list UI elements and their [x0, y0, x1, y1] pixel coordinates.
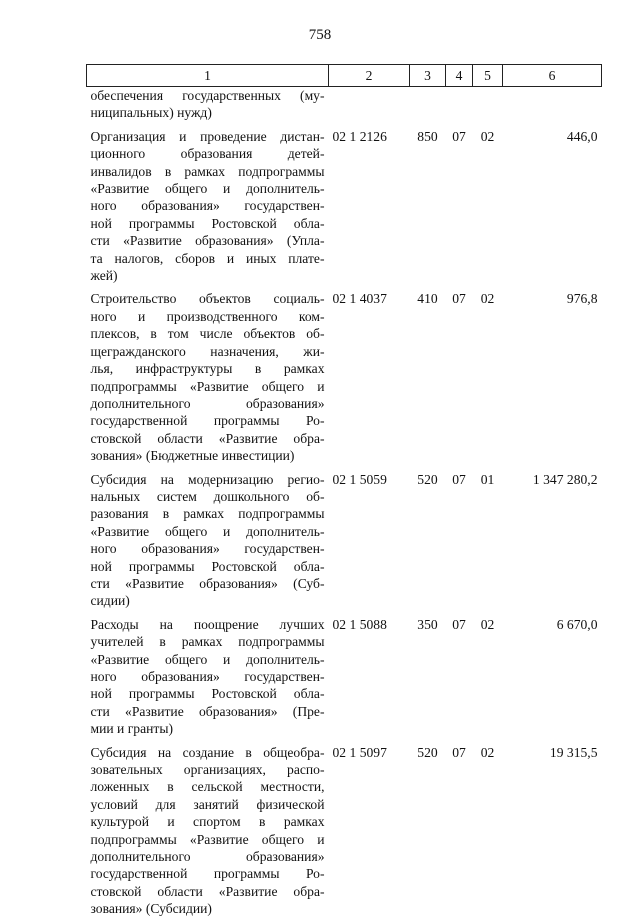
description-line: Расходы на поощрение лучших [90, 616, 325, 632]
description-line: разования в рамках подпрограммы [90, 506, 325, 522]
description-line: сидии) [90, 593, 130, 609]
row-expense-type: 350 [417, 616, 438, 632]
description-line: государственной программы Ро- [90, 413, 325, 429]
description-line: «Развитие общего и дополнитель- [90, 651, 325, 667]
description-line: Строительство объектов социаль- [90, 291, 325, 307]
table-row [87, 87, 602, 126]
row-section: 07 [452, 744, 466, 760]
description-line: Организация и проведение дистан- [90, 128, 325, 144]
table-row [87, 126, 602, 289]
row-target-code: 02 1 2126 [332, 128, 387, 144]
description-line: сти «Развитие образования» (Суб- [90, 575, 325, 591]
description-line: сти «Развитие образования» (Упла- [90, 233, 325, 249]
row-expense-type [410, 87, 446, 126]
row-amount: 6 670,0 [556, 616, 598, 632]
row-expense-type: 850 [417, 128, 438, 144]
row-description [87, 126, 329, 289]
description-line: мии и гранты) [90, 721, 174, 737]
description-line: «Развитие общего и дополнитель- [90, 523, 325, 539]
description-line: подпрограммы «Развитие общего и [90, 378, 325, 394]
description-line: инвалидов в рамках подпрограммы [90, 163, 325, 179]
description-line: ного образования» государствен- [90, 669, 325, 684]
table-row [87, 288, 602, 468]
column-header-2: 2 [329, 65, 410, 87]
table-row [87, 742, 602, 922]
column-header-1: 1 [87, 65, 329, 87]
row-section: 07 [452, 128, 466, 144]
description-line: учителей в рамках подпрограммы [90, 634, 325, 650]
column-header-6: 6 [503, 65, 602, 87]
description-line: ционного образования детей- [90, 146, 325, 162]
description-line: та налогов, сборов и иных плате- [90, 250, 325, 266]
description-line: ного и производственного ком- [90, 308, 325, 324]
description-line: ной программы Ростовской обла- [90, 686, 325, 702]
row-amount [503, 87, 602, 126]
page-number: 758 [308, 27, 332, 43]
table-row [87, 469, 602, 614]
description-line: ной программы Ростовской обла- [90, 215, 325, 231]
description-line: щегражданского назначения, жи- [90, 343, 325, 359]
description-line: сти «Развитие образования» (Пре- [90, 703, 325, 719]
row-expense-type: 410 [417, 291, 438, 307]
row-description [87, 87, 329, 126]
budget-table [86, 64, 602, 922]
description-line: Субсидия на создание в общеобра- [90, 744, 325, 760]
row-subsection: 02 [480, 128, 495, 144]
description-line: зовательных организациях, распо- [90, 762, 325, 778]
row-section: 07 [452, 291, 466, 307]
description-line: дополнительного образования» [90, 849, 325, 865]
row-subsection: 01 [480, 471, 495, 487]
description-line: обеспечения государственных (му- [90, 88, 325, 103]
description-line: ниципальных) нужд) [90, 105, 212, 121]
row-subsection: 02 [480, 744, 495, 760]
description-line: плексов, в том числе объектов об- [90, 326, 325, 342]
row-amount: 19 315,5 [549, 744, 598, 760]
description-line: стовской области «Развитие обра- [90, 430, 325, 446]
row-section [446, 87, 473, 126]
row-target-code: 02 1 5088 [332, 616, 387, 632]
description-line: зования» (Бюджетные инвестиции) [90, 448, 295, 464]
row-target-code: 02 1 5059 [332, 471, 387, 487]
description-line: государственной программы Ро- [90, 866, 325, 882]
row-description [87, 288, 329, 468]
description-line: дополнительного образования» [90, 395, 325, 411]
row-amount: 446,0 [566, 128, 598, 144]
column-header-5: 5 [473, 65, 503, 87]
row-section: 07 [452, 616, 466, 632]
table-row [87, 614, 602, 742]
row-target-code: 02 1 5097 [332, 744, 387, 760]
description-line: жей) [90, 268, 118, 284]
description-line: нальных систем дошкольного об- [90, 488, 325, 504]
description-line: ного образования» государствен- [90, 198, 325, 214]
column-header-3: 3 [410, 65, 446, 87]
row-expense-type: 520 [417, 744, 438, 760]
column-header-4: 4 [446, 65, 473, 87]
row-target-code [329, 87, 410, 126]
row-description [87, 742, 329, 922]
description-line: ложенных в сельской местности, [90, 779, 325, 795]
description-line: условий для занятий физической [90, 796, 325, 812]
description-line: зования» (Субсидии) [90, 901, 212, 917]
row-amount: 1 347 280,2 [532, 471, 598, 487]
description-line: культурой и спортом в рамках [90, 814, 325, 830]
description-line: лья, инфраструктуры в рамках [90, 361, 325, 377]
row-subsection: 02 [480, 291, 495, 307]
description-line: стовской области «Развитие обра- [90, 883, 325, 899]
description-line: подпрограммы «Развитие общего и [90, 831, 325, 847]
row-section: 07 [452, 471, 466, 487]
description-line: ного образования» государствен- [90, 541, 325, 557]
row-amount: 976,8 [566, 291, 598, 307]
description-line: Субсидия на модернизацию регио- [90, 471, 325, 487]
row-description [87, 469, 329, 614]
description-line: ной программы Ростовской обла- [90, 558, 325, 574]
row-subsection: 02 [480, 616, 495, 632]
row-subsection [473, 87, 503, 126]
description-line: «Развитие общего и дополнитель- [90, 181, 325, 197]
header-row [87, 65, 602, 87]
row-target-code: 02 1 4037 [332, 291, 387, 307]
row-description [87, 614, 329, 742]
row-expense-type: 520 [417, 471, 438, 487]
